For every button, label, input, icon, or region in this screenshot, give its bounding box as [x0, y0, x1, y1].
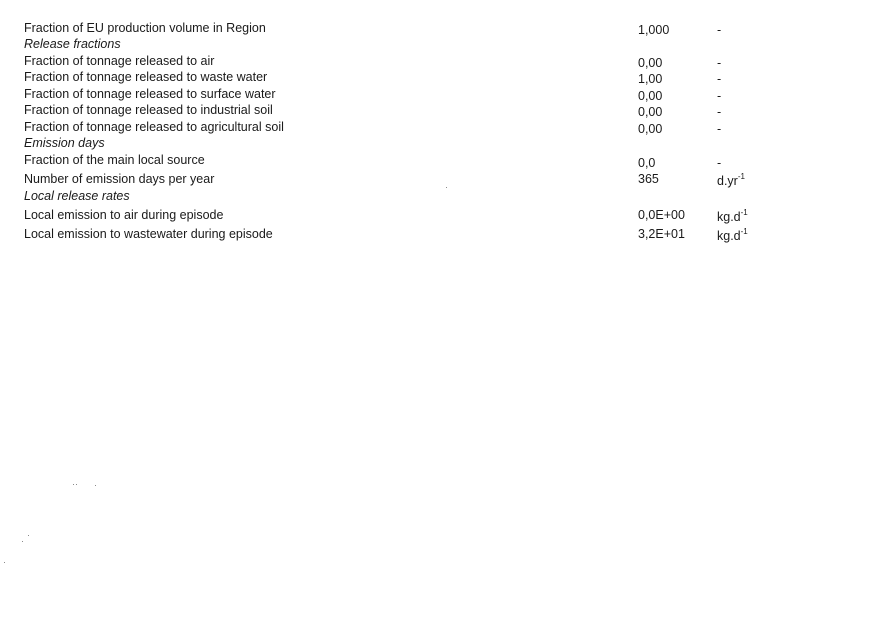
unit-base: kg.d — [717, 210, 741, 224]
row-unit: - — [717, 89, 722, 103]
section-local-release-rates — [0, 188, 887, 204]
row-value: 0,0E+00 — [638, 208, 685, 222]
row-value: 0,0 — [638, 156, 656, 170]
row-value: 0,00 — [638, 56, 663, 70]
row-fraction-industrial-soil — [0, 102, 887, 118]
row-emission-wastewater-episode — [0, 226, 887, 242]
unit-base: kg.d — [717, 229, 741, 243]
row-label: Fraction of tonnage released to industrial soil — [24, 103, 273, 117]
row-main-local-source-fraction — [0, 152, 887, 168]
row-unit — [717, 209, 748, 225]
row-value: 1,00 — [638, 72, 663, 86]
scan-speck — [73, 484, 74, 485]
row-unit: - — [717, 156, 722, 170]
scan-speck — [22, 541, 23, 542]
scan-speck — [76, 484, 77, 485]
row-value: 365 — [638, 172, 659, 186]
row-fraction-air — [0, 53, 887, 69]
unit-exponent: -1 — [740, 207, 748, 217]
row-unit — [717, 173, 745, 189]
row-value: 1,000 — [638, 23, 670, 37]
row-eu-production-fraction — [0, 20, 887, 36]
row-fraction-waste-water — [0, 69, 887, 85]
row-value: 0,00 — [638, 122, 663, 136]
row-label: Fraction of tonnage released to air — [24, 54, 215, 68]
row-label: Fraction of EU production volume in Region — [24, 21, 266, 35]
unit-exponent: -1 — [737, 171, 745, 181]
section-heading: Local release rates — [24, 189, 130, 203]
row-value: 3,2E+01 — [638, 227, 685, 241]
section-heading: Emission days — [24, 136, 105, 150]
row-emission-days-per-year — [0, 171, 887, 187]
row-label: Local emission to wastewater during episode — [24, 227, 273, 241]
scan-speck — [28, 535, 29, 536]
row-label: Fraction of tonnage released to waste water — [24, 70, 268, 84]
row-unit: - — [717, 72, 722, 86]
row-label: Fraction of the main local source — [24, 153, 205, 167]
section-emission-days — [0, 135, 887, 151]
section-heading: Release fractions — [24, 37, 121, 51]
row-fraction-surface-water — [0, 86, 887, 102]
row-label: Fraction of tonnage released to surface water — [24, 87, 276, 101]
row-emission-air-episode — [0, 207, 887, 223]
row-label: Local emission to air during episode — [24, 208, 224, 222]
row-label: Fraction of tonnage released to agricultural soil — [24, 120, 284, 134]
row-label: Number of emission days per year — [24, 172, 215, 186]
row-value: 0,00 — [638, 105, 663, 119]
scan-speck — [4, 562, 5, 563]
scan-speck — [95, 485, 96, 486]
row-unit: - — [717, 56, 722, 70]
scan-speck — [446, 187, 447, 188]
row-value: 0,00 — [638, 89, 663, 103]
unit-exponent: -1 — [740, 226, 748, 236]
row-unit: - — [717, 122, 722, 136]
unit-base: d.yr — [717, 174, 738, 188]
row-unit: - — [717, 23, 722, 37]
row-unit — [717, 228, 748, 244]
section-release-fractions — [0, 36, 887, 52]
row-unit: - — [717, 105, 722, 119]
row-fraction-agricultural-soil — [0, 119, 887, 135]
